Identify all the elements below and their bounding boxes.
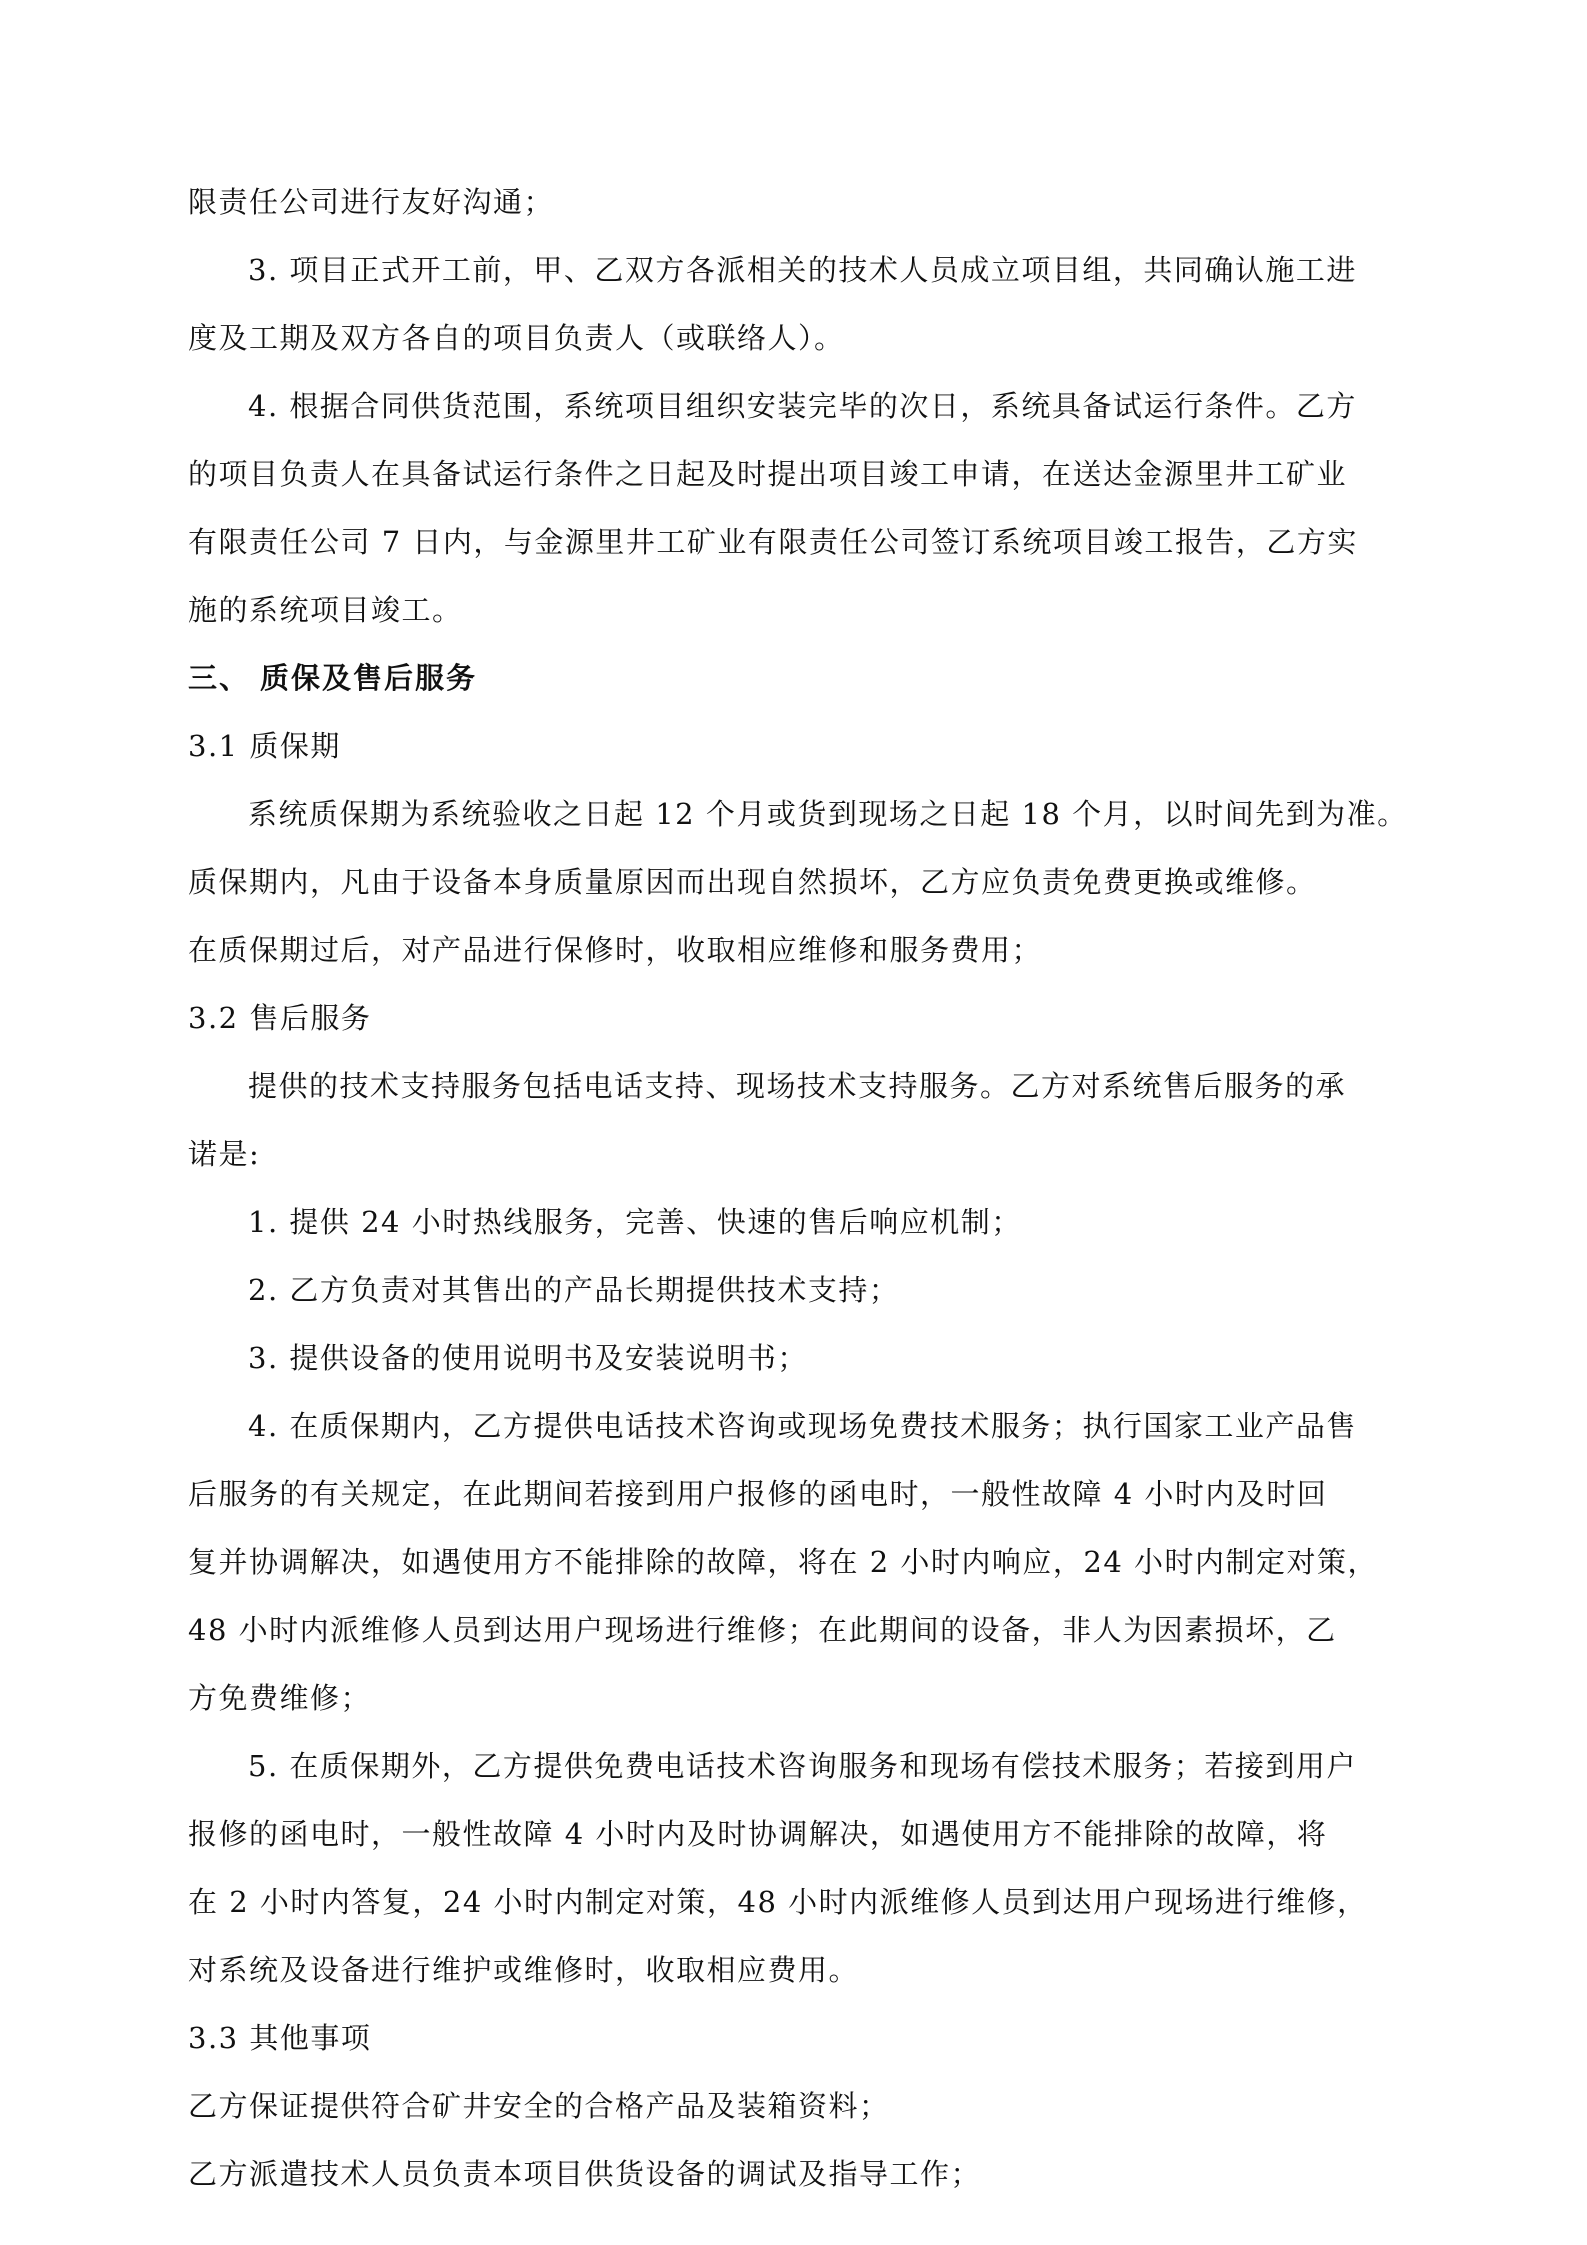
paragraph-line: 复并协调解决，如遇使用方不能排除的故障，将在 2 小时内响应，24 小时内制定对策，: [188, 1545, 1379, 1579]
paragraph-line: 48 小时内派维修人员到达用户现场进行维修；在此期间的设备，非人为因素损坏，乙: [188, 1613, 1337, 1647]
list-item: 2. 乙方负责对其售出的产品长期提供技术支持；: [248, 1273, 900, 1307]
paragraph-line: 对系统及设备进行维护或维修时，收取相应费用。: [188, 1953, 860, 1987]
paragraph-line: 在 2 小时内答复，24 小时内制定对策，48 小时内派维修人员到达用户现场进行维修，: [188, 1885, 1368, 1919]
paragraph-line: 在质保期过后，对产品进行保修时，收取相应维修和服务费用；: [188, 933, 1043, 967]
list-item: 5. 在质保期外，乙方提供免费电话技术咨询服务和现场有偿技术服务；若接到用户: [248, 1749, 1357, 1783]
list-item: 1. 提供 24 小时热线服务，完善、快速的售后响应机制；: [248, 1205, 1022, 1239]
paragraph-line: 报修的函电时，一般性故障 4 小时内及时协调解决，如遇使用方不能排除的故障，将: [188, 1817, 1328, 1851]
section-number: 三、: [188, 661, 251, 695]
paragraph-line: 度及工期及双方各自的项目负责人（或联络人）。: [188, 321, 845, 355]
section-title: 质保及售后服务: [260, 661, 478, 695]
document-body: [188, 168, 1408, 2208]
list-item: 4. 在质保期内，乙方提供电话技术咨询或现场免费技术服务；执行国家工业产品售: [248, 1409, 1357, 1443]
paragraph-line: 提供的技术支持服务包括电话支持、现场技术支持服务。乙方对系统售后服务的承: [248, 1069, 1347, 1103]
paragraph-line: 乙方保证提供符合矿井安全的合格产品及装箱资料；: [188, 2089, 890, 2123]
subsection-title: 3.2 售后服务: [188, 1001, 372, 1035]
paragraph-line: 施的系统项目竣工。: [188, 593, 463, 627]
paragraph-line: 限责任公司进行友好沟通；: [188, 185, 555, 219]
paragraph-line: 4. 根据合同供货范围，系统项目组织安装完毕的次日，系统具备试运行条件。乙方: [248, 389, 1357, 423]
paragraph-line: 后服务的有关规定，在此期间若接到用户报修的函电时，一般性故障 4 小时内及时回: [188, 1477, 1328, 1511]
paragraph-line: 诺是:: [188, 1137, 261, 1171]
paragraph-line: 方免费维修；: [188, 1681, 372, 1715]
section-heading: [188, 644, 1400, 712]
paragraph-line: 质保期内，凡由于设备本身质量原因而出现自然损坏，乙方应负责免费更换或维修。: [188, 865, 1317, 899]
paragraph-line: 有限责任公司 7 日内，与金源里井工矿业有限责任公司签订系统项目竣工报告，乙方实: [188, 525, 1358, 559]
paragraph-line: 系统质保期为系统验收之日起 12 个月或货到现场之日起 18 个月，以时间先到为准。: [248, 797, 1408, 831]
paragraph-line: 3. 项目正式开工前，甲、乙双方各派相关的技术人员成立项目组，共同确认施工进: [248, 253, 1357, 287]
list-item: 3. 提供设备的使用说明书及安装说明书；: [248, 1341, 808, 1375]
paragraph-line: 的项目负责人在具备试运行条件之日起及时提出项目竣工申请，在送达金源里井工矿业: [188, 457, 1348, 491]
subsection-title: 3.3 其他事项: [188, 2021, 372, 2055]
paragraph-line: 乙方派遣技术人员负责本项目供货设备的调试及指导工作；: [188, 2157, 982, 2191]
subsection-title: 3.1 质保期: [188, 729, 341, 763]
